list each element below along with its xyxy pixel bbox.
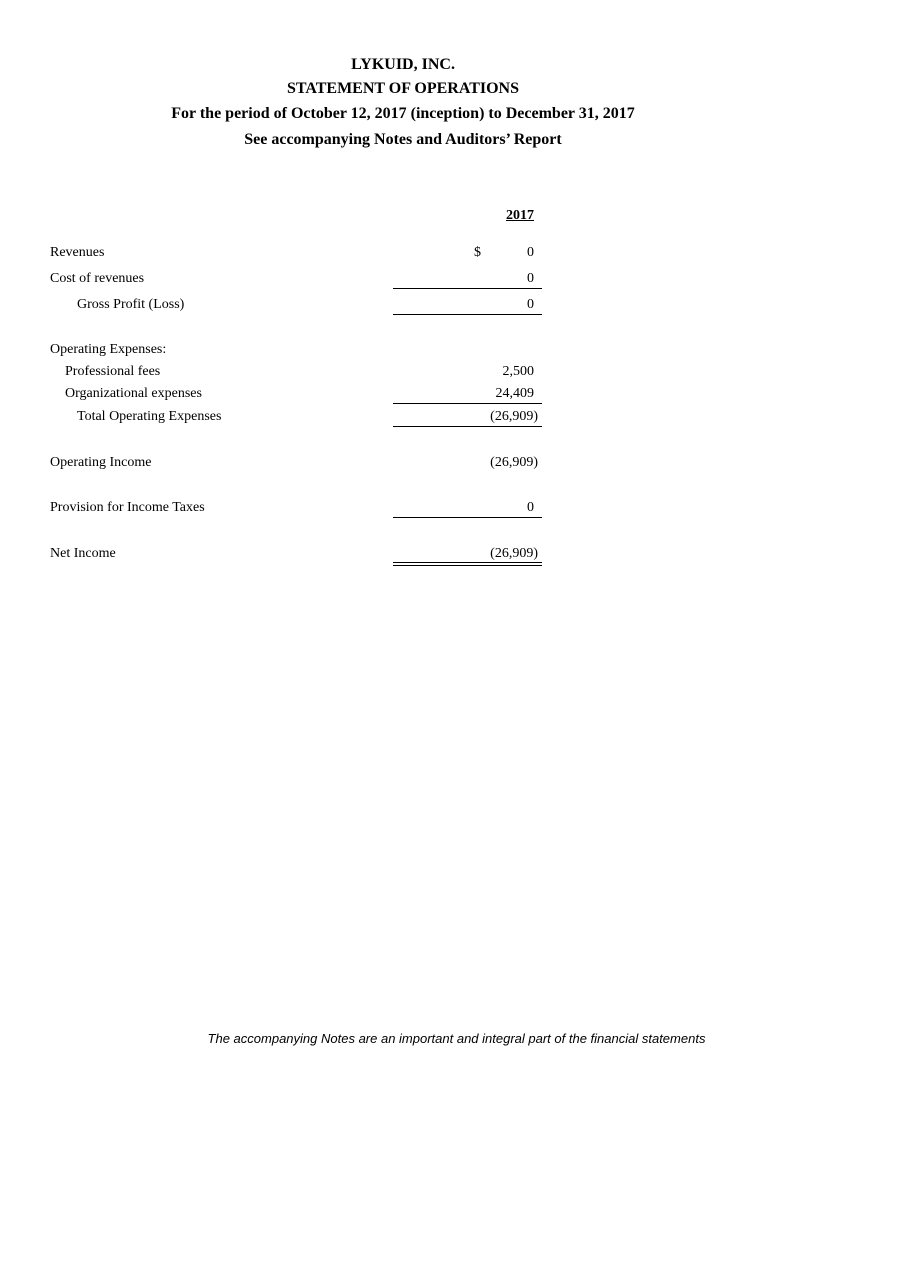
currency-symbol: $: [474, 245, 481, 260]
subtotal-rule: [393, 288, 542, 289]
organizational-expenses-value: 24,409: [495, 386, 534, 401]
income-taxes-rule: [393, 517, 542, 518]
operating-income-label: Operating Income: [50, 455, 152, 470]
total-operating-expenses-value: (26,909): [490, 409, 538, 424]
net-income-double-rule: [393, 562, 542, 566]
period-line: For the period of October 12, 2017 (inception) to December 31, 2017: [171, 105, 635, 122]
statement-title: STATEMENT OF OPERATIONS: [286, 80, 520, 97]
operating-expenses-heading: Operating Expenses:: [50, 342, 167, 357]
accompanying-note: See accompanying Notes and Auditors’ Report: [244, 131, 562, 148]
year-column-header: 2017: [506, 208, 534, 223]
cost-of-revenues-value: 0: [527, 271, 534, 286]
organizational-expenses-label: Organizational expenses: [65, 386, 202, 401]
income-taxes-label: Provision for Income Taxes: [50, 500, 205, 515]
cost-of-revenues-label: Cost of revenues: [50, 271, 145, 286]
gross-profit-rule: [393, 314, 542, 315]
net-income-label: Net Income: [50, 546, 116, 561]
income-taxes-value: 0: [527, 500, 534, 515]
professional-fees-value: 2,500: [502, 364, 534, 379]
expenses-subtotal-rule: [393, 403, 542, 404]
total-expenses-rule: [393, 426, 542, 427]
total-operating-expenses-label: Total Operating Expenses: [77, 409, 222, 424]
footer-note: The accompanying Notes are an important and integral part of the financial statements: [207, 1031, 706, 1046]
net-income-value: (26,909): [490, 546, 538, 561]
operating-income-value: (26,909): [490, 455, 538, 470]
gross-profit-value: 0: [527, 297, 534, 312]
professional-fees-label: Professional fees: [65, 364, 161, 379]
revenues-value: 0: [527, 245, 534, 260]
company-name: LYKUID, INC.: [351, 56, 455, 73]
revenues-label: Revenues: [50, 245, 105, 260]
gross-profit-label: Gross Profit (Loss): [77, 297, 185, 312]
